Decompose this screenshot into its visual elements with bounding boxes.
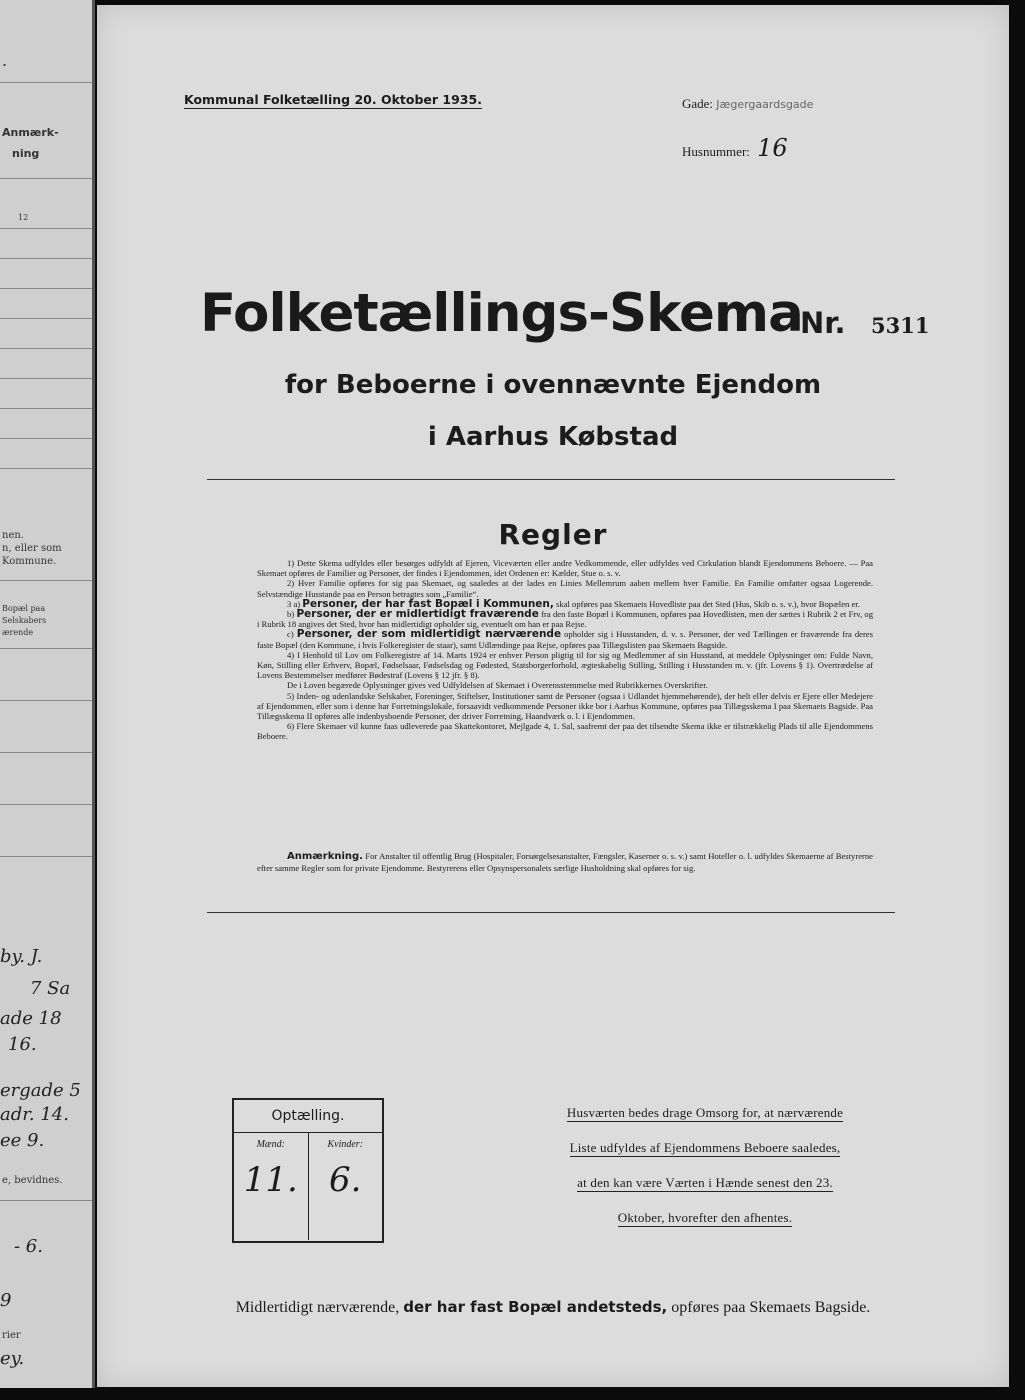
left-page-rule xyxy=(0,648,92,649)
form-subtitle: for Beboerne i ovennævnte Ejendom xyxy=(284,370,822,400)
landlord-notice xyxy=(537,1105,873,1245)
divider xyxy=(207,912,895,913)
rule-3b-number: b) xyxy=(287,609,295,620)
left-page-handwriting: ergade 5 xyxy=(0,1080,81,1101)
street-value: Jægergaardsgade xyxy=(716,98,814,111)
left-page-rule xyxy=(0,82,92,83)
women-column xyxy=(309,1133,383,1240)
notice-line-4: Oktober, hvorefter den afhentes. xyxy=(617,1210,793,1225)
women-label: Kvinder: xyxy=(327,1139,364,1150)
count-columns xyxy=(234,1133,382,1240)
left-page-rule xyxy=(0,258,92,259)
left-page-rule xyxy=(0,468,92,469)
left-page-handwriting: ade 18 xyxy=(0,1008,62,1029)
census-form-page xyxy=(97,5,1009,1387)
left-page-text: ærende xyxy=(2,628,34,637)
left-page-rule xyxy=(0,228,92,229)
rule-3b-heading: Personer, der er midlertidigt fraværende xyxy=(296,608,539,621)
left-page-handwriting: 7 Sa xyxy=(30,978,71,999)
remark xyxy=(257,851,873,873)
count-title: Optælling. xyxy=(234,1100,382,1133)
left-page-text: Bopæl paa xyxy=(2,604,46,613)
rule-3a-heading: Personer, der har fast Bopæl i Kommunen, xyxy=(302,597,554,610)
rule-4: 4) I Henhold til Lov om Folkeregistre af 14. Marts 1924 er enhver Person pligtig til for sig og Medlemmer af sin Husstand, at meddele Oplysninger om: Fulde Navn, Køn, Stilling eller Erhverv, Bopæl, Fødselsaar, Fødselsdag og Fødested, Statsborgerforhold, ægteskabelig Stilling, Stilling i Husstanden m. v. (jfr. Lovens § 1). Overtrædelse af Lovens Bestemmelser medfører Bødestraf (Lovens § 12 jfr. § 8). xyxy=(257,649,873,681)
notice-line xyxy=(537,1210,873,1245)
left-page-rule xyxy=(0,580,92,581)
rule-2: 2) Hver Familie opføres for sig paa Skemaet, og saaledes at der lades en Linies Mellemrum aaben mellem hver Familie. En Familie omfatter ogsaa Logerende. Selvstændige Husstande paa en Person betragtes som „Familie“. xyxy=(257,578,873,599)
rule-3c-heading: Personer, der som midlertidigt nærværende xyxy=(296,628,562,641)
rule-3c-text: opholder sig i Husstanden, d. v. s. Personer, der ved Tællingen er fraværende fra deres faste Bopæl (den Kommune, i hvis Folkeregister de staar), samt Udlændinge paa Rejse, opføres paa Tillægslisten paa Skemaets Bagside. xyxy=(257,629,873,650)
form-municipality: i Aarhus Købstad xyxy=(427,422,679,452)
rule-3b-text: fra den faste Bopæl i Kommunen, opføres paa Hovedlisten, men der sættes i Rubrik 2 et Frv, og i Rubrik 18 angives det Sted, hvor han midlertidigt opholder sig, eventuelt om han er paa Rejse. xyxy=(257,609,874,630)
rule-3b xyxy=(257,609,873,629)
men-count: 11. xyxy=(243,1160,298,1200)
footer-bold: der har fast Bopæl andetsteds, xyxy=(403,1298,668,1316)
left-page-mark: . xyxy=(2,51,8,70)
rule-3c xyxy=(257,629,873,649)
left-page-handwriting: ee 9. xyxy=(0,1130,45,1151)
left-page-text: Selskabers xyxy=(2,616,47,625)
rules-text xyxy=(257,558,873,742)
notice-line xyxy=(537,1140,873,1175)
form-number-label: Nr. xyxy=(800,306,846,340)
footer-pre: Midlertidigt nærværende, xyxy=(235,1299,400,1316)
divider xyxy=(207,479,895,480)
form-number-value: 5311 xyxy=(871,313,930,338)
remark-text: For Anstalter til offentlig Brug (Hospitaler, Forsørgelsesanstalter, Fængsler, Kaserner o. s. v.) samt Hoteller o. l. udfyldes Skemaerne af Bestyrerne efter samme Regler som for private Ejendomme. Bestyrerens eller Opsynspersonalets særlige Husholdning skal opføres for sig. xyxy=(257,851,873,873)
left-page-handwriting: adr. 14. xyxy=(0,1104,69,1125)
street-label: Gade: xyxy=(682,96,714,111)
rule-3a-text: skal opføres paa Skemaets Hovedliste paa det Sted (Hus, Skib o. s. v.), hvor Bopælen er. xyxy=(556,598,860,609)
left-page-text: 12 xyxy=(18,213,29,222)
left-page-text: Anmærk- xyxy=(2,126,59,139)
left-page-handwriting: - 6. xyxy=(14,1236,43,1257)
notice-line-2: Liste udfyldes af Ejendommens Beboere saaledes, xyxy=(569,1140,841,1155)
rule-6: 6) Flere Skemaer vil kunne faas udleverede paa Skattekontoret, Mejlgade 4, 1. Sal, saafremt der paa det tilsendte Skema ikke er tilstrækkelig Plads til alle Ejendommens Beboere. xyxy=(257,721,873,742)
count-box xyxy=(232,1098,384,1243)
left-page-handwriting: 9 xyxy=(0,1290,12,1311)
census-heading: Kommunal Folketælling 20. Oktober 1935. xyxy=(184,92,482,107)
left-page-text: e, bevidnes. xyxy=(2,1175,63,1186)
men-label: Mænd: xyxy=(256,1139,285,1150)
rule-3a-number: 3 a) xyxy=(287,598,301,609)
rule-3c-number: c) xyxy=(287,629,294,640)
left-page-text: Kommune. xyxy=(2,556,57,567)
left-page-rule xyxy=(0,804,92,805)
left-page-rule xyxy=(0,348,92,349)
left-page-text: nen. xyxy=(2,530,24,541)
left-page-rule xyxy=(0,378,92,379)
left-page-rule xyxy=(0,856,92,857)
left-page-rule xyxy=(0,438,92,439)
form-title: Folketællings-Skema xyxy=(200,283,803,344)
remark-label: Anmærkning. xyxy=(287,851,363,862)
women-count: 6. xyxy=(329,1160,362,1200)
left-facing-page xyxy=(0,0,95,1388)
rule-1: 1) Dette Skema udfyldes eller besørges udfyldt af Ejeren, Viceværten eller andre Vedkommende, eller udfyldes ved Cirkulation blandt Ejendommens Beboere. — Paa Skemaet opføres de Familier og Personer, der findes i Ejendommen, idet Ordenen er: Kælder, Stue o. s. v. xyxy=(257,558,873,579)
left-page-rule xyxy=(0,178,92,179)
left-page-rule xyxy=(0,1200,92,1201)
rule-4b: De i Loven begærede Oplysninger gives ved Udfyldelsen af Skemaet i Overensstemmelse med Rubrikkernes Overskrifter. xyxy=(287,680,708,691)
footer-note xyxy=(97,1298,1009,1317)
left-page-text: n, eller som xyxy=(2,543,62,554)
left-page-rule xyxy=(0,288,92,289)
notice-line-1: Husværten bedes drage Omsorg for, at nærværende xyxy=(566,1105,844,1120)
left-page-rule xyxy=(0,700,92,701)
notice-line xyxy=(537,1105,873,1140)
rules-heading: Regler xyxy=(498,518,608,551)
house-number-label: Husnummer: xyxy=(682,144,750,159)
men-column xyxy=(234,1133,309,1240)
left-page-handwriting: by. J. xyxy=(0,946,43,967)
house-number-field xyxy=(682,134,788,162)
left-page-handwriting: 16. xyxy=(8,1034,37,1055)
notice-line-3: at den kan være Værten i Hænde senest den 23. xyxy=(577,1175,833,1190)
left-page-rule xyxy=(0,752,92,753)
house-number-value: 16 xyxy=(757,134,788,162)
left-page-rule xyxy=(0,318,92,319)
left-page-text: rier xyxy=(2,1330,21,1341)
rule-5: 5) Inden- og udenlandske Selskaber, Foreninger, Stiftelser, Institutioner samt de Personer (ogsaa i Udlandet hjemmehørende), der helt eller delvis er Ejere eller Medejere af Ejendommen, eller som i denne har Forretningslokale, forsaavidt vedkommende Personer ikke bor i Aarhus Kommune, opføres paa Tillægsskema I paa Skemaets Bagside. Paa Tillægsskema II opføres alle indenbysboende Personer, der driver Forretning, Haandværk o. l. i Ejendommen. xyxy=(257,690,873,722)
notice-line xyxy=(537,1175,873,1210)
street-field xyxy=(682,96,813,112)
footer-post: opføres paa Skemaets Bagside. xyxy=(671,1299,871,1316)
left-page-text: ning xyxy=(12,147,40,160)
left-page-rule xyxy=(0,408,92,409)
left-page-handwriting: ey. xyxy=(0,1348,25,1369)
